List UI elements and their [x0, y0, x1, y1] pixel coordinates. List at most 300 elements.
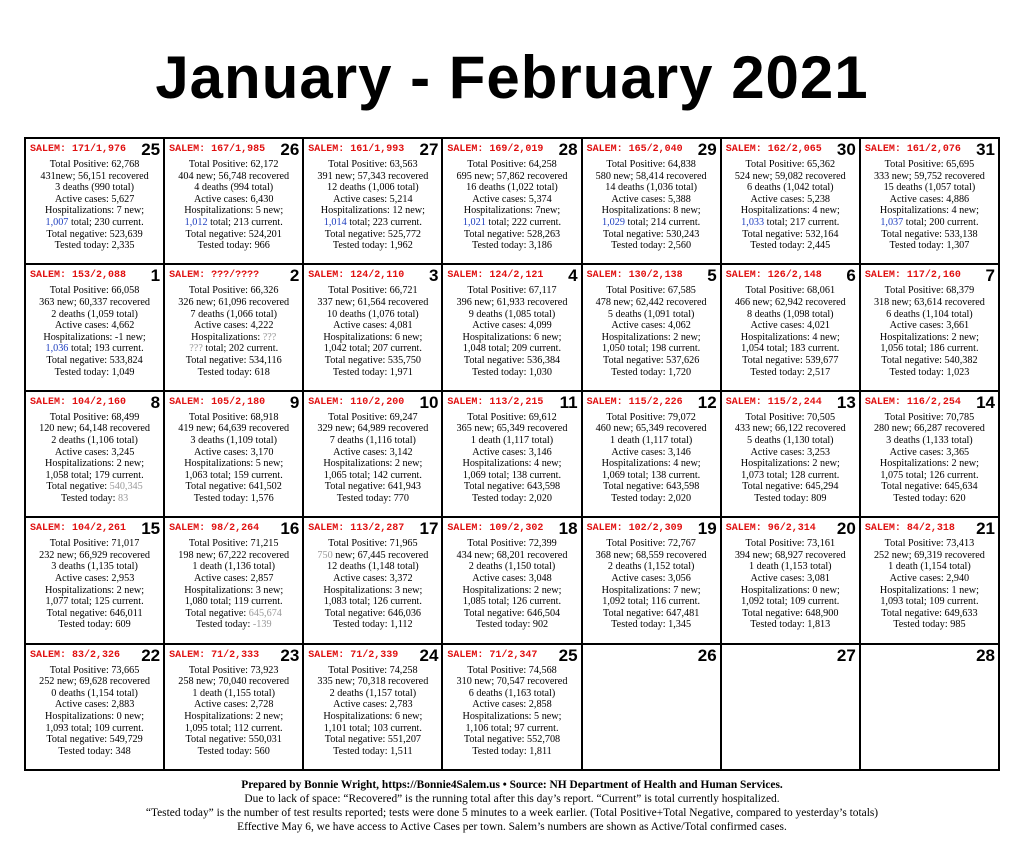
day-number: 31	[976, 140, 995, 159]
day-header	[304, 265, 441, 285]
stat-text: 1,036	[45, 343, 69, 355]
stat-text: Hospitalizations: 3 new;	[184, 584, 284, 596]
day-header	[304, 139, 441, 159]
stat-text: 478 new; 62,442 recovered	[595, 296, 707, 308]
stat-line	[861, 493, 998, 505]
stat-text: 1,056 total; 186 current.	[880, 343, 979, 355]
stat-text: 318 new; 63,614 recovered	[873, 296, 985, 308]
stat-text: 1 death (1,154 total)	[888, 561, 971, 573]
stat-text: 1,092 total; 116 current.	[602, 596, 701, 608]
stat-line	[165, 229, 302, 241]
stat-text: 252 new; 69,628 recovered	[39, 676, 151, 688]
stat-line	[583, 481, 720, 493]
stat-line	[443, 355, 580, 367]
day-number: 24	[419, 645, 439, 665]
day-header	[165, 265, 302, 285]
day-number: 3	[428, 266, 439, 286]
stat-text: 5 deaths (1,130 total)	[746, 434, 834, 446]
calendar-day-cell	[861, 265, 1000, 391]
day-header	[26, 139, 163, 159]
stat-line	[304, 608, 441, 620]
calendar-day-cell	[26, 645, 165, 771]
stat-line	[165, 217, 302, 229]
stat-line	[443, 435, 580, 447]
stat-line	[165, 182, 302, 194]
stat-line	[861, 458, 998, 470]
stat-line	[583, 320, 720, 332]
stat-line	[861, 561, 998, 573]
stat-line	[443, 676, 580, 688]
day-header	[861, 518, 998, 538]
day-number: 2	[289, 266, 300, 286]
stat-text: -139	[252, 619, 272, 631]
stat-text: 1,095 total; 112 current.	[184, 722, 283, 734]
stat-text: Total negative: 533,824	[46, 354, 143, 366]
stat-text: total; 223 current.	[346, 216, 422, 228]
stat-line	[26, 229, 163, 241]
stat-text: Active cases: 6,430	[193, 193, 274, 205]
stat-line	[443, 585, 580, 597]
stat-text: 1,048 total; 209 current.	[462, 343, 562, 355]
stat-line	[722, 412, 859, 424]
day-number: 8	[150, 392, 161, 412]
stat-text: Tested today: 1,576	[193, 492, 274, 504]
stat-line	[583, 285, 720, 297]
stat-text: Total negative: 523,639	[46, 228, 143, 240]
stat-text: 1 death (1,136 total)	[192, 561, 276, 573]
stat-line	[165, 355, 302, 367]
stat-text: Total negative: 536,384	[463, 354, 561, 366]
stat-text: 1,065 total; 142 current.	[323, 469, 422, 481]
stat-line	[583, 412, 720, 424]
day-stats	[722, 412, 859, 505]
day-stats	[165, 538, 302, 631]
calendar-day-cell	[722, 645, 861, 771]
calendar-day-cell	[165, 139, 304, 265]
stat-line	[26, 343, 163, 355]
stat-text: 1,075 total; 126 current.	[880, 469, 979, 481]
day-stats	[861, 159, 998, 252]
stat-line	[165, 596, 302, 608]
stat-text: 120 new; 64,148 recovered	[39, 423, 151, 435]
stat-text: 326 new; 61,096 recovered	[178, 296, 290, 308]
stat-line	[722, 194, 859, 206]
stat-line	[304, 217, 441, 229]
day-number: 19	[697, 519, 717, 539]
stat-text: 1,080 total; 119 current.	[184, 596, 283, 608]
day-stats	[443, 285, 580, 378]
stat-text: Tested today: 3,186	[472, 240, 552, 252]
day-stats	[443, 412, 580, 505]
day-number: 7	[985, 266, 995, 286]
stat-line	[861, 194, 998, 206]
stat-line	[26, 573, 163, 585]
stat-line	[443, 734, 580, 746]
stat-text: Hospitalizations: 2 new;	[45, 458, 145, 470]
stat-line	[304, 538, 441, 550]
stat-text: Total Positive: 72,399	[467, 538, 557, 550]
stat-text: Active cases: 4,062	[611, 320, 691, 332]
stat-line	[443, 182, 580, 194]
stat-line	[861, 470, 998, 482]
stat-text: Tested today: 560	[197, 745, 270, 757]
day-number: 26	[697, 645, 717, 665]
day-number: 25	[558, 645, 578, 665]
stat-text: Active cases: 2,728	[193, 699, 274, 711]
stat-line	[26, 412, 163, 424]
salem-cases: SALEM: 84/2,318	[864, 523, 955, 535]
stat-text: 1,069 total; 138 current.	[462, 469, 562, 481]
calendar-day-cell	[722, 139, 861, 265]
day-stats	[165, 159, 302, 252]
stat-text: Total Positive: 71,215	[188, 538, 279, 550]
stat-line	[26, 688, 163, 700]
stat-text: 333 new; 59,752 recovered	[873, 170, 985, 182]
stat-line	[26, 561, 163, 573]
day-number: 14	[976, 392, 995, 412]
stat-text: Hospitalizations: -1 new;	[43, 331, 146, 343]
stat-text: Total negative: 646,036	[324, 607, 422, 619]
stat-line	[26, 297, 163, 309]
stat-text: Active cases: 3,365	[889, 446, 970, 458]
stat-line	[26, 550, 163, 562]
stat-line	[26, 734, 163, 746]
stat-line	[861, 332, 998, 344]
footer-note-recovered: Due to lack of space: “Recovered” is the running total after this day’s report. “Current” is total currently hospitalized.	[244, 793, 780, 805]
stat-line	[165, 493, 302, 505]
stat-line	[443, 711, 580, 723]
stat-text: 1,092 total; 109 current.	[741, 596, 840, 608]
stat-line	[443, 447, 580, 459]
day-stats	[443, 538, 580, 631]
stat-text: Hospitalizations: 1 new;	[879, 584, 979, 596]
stat-text: 1,069 total; 138 current.	[602, 469, 701, 481]
stat-line	[861, 447, 998, 459]
stat-line	[443, 229, 580, 241]
stat-text: Active cases: 3,245	[54, 446, 135, 458]
salem-cases: SALEM: 105/2,180	[169, 396, 266, 408]
stat-text: Total Positive: 69,247	[328, 411, 418, 423]
stat-line	[861, 343, 998, 355]
stat-text: Active cases: 4,021	[750, 320, 831, 332]
stat-line	[443, 320, 580, 332]
stat-line	[861, 619, 998, 631]
day-stats	[722, 285, 859, 378]
day-number: 5	[707, 266, 717, 286]
day-header	[861, 392, 998, 412]
stat-text: 368 new; 68,559 recovered	[595, 549, 707, 561]
stat-line	[861, 171, 998, 183]
stat-text: Hospitalizations: 6 new;	[462, 331, 562, 343]
stat-line	[26, 723, 163, 735]
stat-text: 750	[317, 549, 333, 561]
day-number: 21	[976, 519, 995, 539]
stat-text: ???	[262, 331, 277, 343]
stat-text: 363 new; 60,337 recovered	[39, 296, 151, 308]
stat-text: 12 deaths (1,148 total)	[327, 561, 419, 573]
stat-text: Total negative: 643,598	[463, 481, 561, 493]
day-number: 27	[419, 140, 439, 159]
stat-text: Total Positive: 67,585	[606, 285, 696, 297]
calendar-day-cell	[443, 139, 582, 265]
stat-text: 5 deaths (1,091 total)	[607, 308, 695, 320]
stat-text: Hospitalizations: 4 new;	[462, 458, 562, 470]
day-stats	[861, 538, 998, 631]
stat-line	[304, 619, 441, 631]
stat-line	[722, 332, 859, 344]
day-stats	[26, 538, 163, 631]
stat-text: Total Positive: 65,695	[884, 159, 975, 170]
stat-line	[861, 585, 998, 597]
stat-line	[304, 159, 441, 171]
stat-line	[443, 688, 580, 700]
stat-text: 1,085 total; 126 current.	[462, 596, 562, 608]
day-number: 17	[419, 519, 439, 539]
salem-cases: SALEM: 113/2,287	[308, 523, 405, 535]
day-stats	[861, 412, 998, 505]
stat-text: 329 new; 64,989 recovered	[317, 423, 429, 435]
stat-text: total; 200 current.	[903, 216, 979, 228]
calendar-day-cell	[304, 392, 443, 518]
stat-line	[165, 309, 302, 321]
stat-line	[443, 285, 580, 297]
stat-line	[583, 470, 720, 482]
stat-text: Tested today: 2,020	[472, 492, 552, 504]
stat-text: 280 new; 66,287 recovered	[873, 423, 985, 435]
stat-line	[165, 481, 302, 493]
stat-text: Hospitalizations: 2 new;	[184, 710, 284, 722]
stat-text: 419 new; 64,639 recovered	[178, 423, 290, 435]
stat-text: 4 deaths (994 total)	[194, 182, 274, 194]
stat-text: Total negative: 549,729	[46, 734, 143, 746]
stat-text: Active cases: 2,883	[54, 699, 135, 711]
stat-text: total; 193 current.	[68, 343, 144, 355]
stat-line	[443, 596, 580, 608]
stat-text: 1 death (1,155 total)	[192, 687, 276, 699]
stat-line	[165, 435, 302, 447]
stat-text: Tested today: 2,560	[611, 240, 692, 252]
stat-text: Total Positive: 62,172	[188, 159, 279, 170]
salem-cases: SALEM: ???/????	[169, 270, 260, 282]
stat-line	[443, 367, 580, 379]
stat-text: Active cases: 2,953	[54, 572, 135, 584]
stat-line	[304, 470, 441, 482]
stat-line	[583, 423, 720, 435]
stat-line	[304, 711, 441, 723]
stat-line	[722, 182, 859, 194]
stat-line	[26, 285, 163, 297]
stat-text: Total negative: 551,207	[324, 734, 422, 746]
calendar-day-cell	[443, 645, 582, 771]
day-stats	[722, 538, 859, 631]
stat-text: 1 death (1,117 total)	[470, 434, 554, 446]
stat-text: Hospitalizations: 7 new;	[45, 205, 145, 217]
day-header	[583, 518, 720, 538]
stat-line	[861, 550, 998, 562]
stat-line	[304, 550, 441, 562]
stat-text: Hospitalizations: 5 new;	[462, 710, 562, 722]
stat-text: 9 deaths (1,085 total)	[468, 308, 556, 320]
stat-text: total; 202 current.	[202, 343, 279, 355]
stat-line	[304, 355, 441, 367]
stat-line	[304, 481, 441, 493]
stat-text: Tested today: 348	[58, 745, 131, 757]
stat-text: Total Positive: 66,326	[188, 285, 279, 297]
stat-line	[304, 320, 441, 332]
stat-text: Total Positive: 62,768	[49, 159, 140, 170]
stat-text: Total Positive: 79,072	[606, 411, 696, 423]
stat-text: Tested today: 1,030	[472, 366, 552, 378]
day-header	[26, 265, 163, 285]
stat-text: Active cases: 3,146	[472, 446, 552, 458]
stat-text: Active cases: 3,661	[889, 320, 970, 332]
stat-line	[861, 538, 998, 550]
stat-line	[443, 423, 580, 435]
stat-line	[443, 608, 580, 620]
day-header	[443, 518, 580, 538]
stat-text: Tested today: 2,020	[611, 492, 692, 504]
day-number: 28	[976, 645, 995, 665]
stat-line	[722, 550, 859, 562]
stat-line	[26, 367, 163, 379]
stat-text: Active cases: 4,662	[54, 320, 135, 332]
stat-line	[722, 585, 859, 597]
stat-line	[26, 470, 163, 482]
stat-line	[722, 217, 859, 229]
stat-text: 365 new; 65,349 recovered	[456, 423, 568, 435]
stat-text: 2 deaths (1,106 total)	[51, 434, 138, 446]
salem-cases: SALEM: 161/2,076	[864, 144, 961, 155]
stat-text: Hospitalizations: 2 new;	[462, 584, 562, 596]
stat-text: 15 deaths (1,057 total)	[883, 182, 976, 194]
stat-line	[26, 217, 163, 229]
stat-line	[443, 699, 580, 711]
stat-line	[26, 481, 163, 493]
stat-text: 3 deaths (990 total)	[55, 182, 135, 194]
stat-text: Tested today: 2,517	[750, 366, 831, 378]
stat-line	[861, 217, 998, 229]
stat-line	[861, 320, 998, 332]
stat-line	[26, 596, 163, 608]
stat-line	[861, 229, 998, 241]
stat-text: Hospitalizations: 0 new;	[740, 584, 840, 596]
stat-text: Total Positive: 68,918	[188, 411, 279, 423]
stat-text: Active cases: 2,940	[889, 572, 970, 584]
salem-cases: SALEM: 117/2,160	[864, 270, 961, 282]
stat-line	[304, 435, 441, 447]
stat-line	[861, 412, 998, 424]
stat-text: Total negative: 550,031	[185, 734, 282, 746]
stat-line	[26, 355, 163, 367]
stat-text: 3 deaths (1,109 total)	[190, 434, 277, 446]
stat-text: Total negative: 646,011	[46, 607, 143, 619]
stat-line	[443, 343, 580, 355]
stat-line	[304, 734, 441, 746]
salem-cases: SALEM: 165/2,040	[586, 144, 683, 155]
day-header	[304, 645, 441, 665]
stat-line	[722, 435, 859, 447]
stat-text: Active cases: 3,253	[750, 446, 831, 458]
stat-text: Active cases: 3,146	[611, 446, 691, 458]
calendar-day-cell	[583, 518, 722, 644]
stat-line	[722, 240, 859, 252]
day-number: 11	[559, 392, 578, 412]
stat-line	[583, 538, 720, 550]
stat-line	[26, 171, 163, 183]
stat-line	[304, 229, 441, 241]
day-header	[165, 518, 302, 538]
stat-text: 1,050 total; 198 current.	[602, 343, 701, 355]
salem-cases: SALEM: 171/1,976	[30, 144, 127, 155]
stat-line	[165, 332, 302, 344]
stat-line	[722, 320, 859, 332]
day-stats	[861, 285, 998, 378]
stat-line	[304, 723, 441, 735]
stat-line	[861, 596, 998, 608]
day-number: 30	[836, 140, 856, 159]
day-stats	[26, 285, 163, 378]
stat-text: Total negative: 540,382	[881, 354, 978, 366]
stat-text: total; 217 current.	[764, 216, 840, 228]
stat-line	[26, 309, 163, 321]
stat-text: 1,093 total; 109 current.	[880, 596, 979, 608]
stat-text: 198 new; 67,222 recovered	[178, 549, 290, 561]
stat-line	[583, 355, 720, 367]
salem-cases: SALEM: 124/2,121	[447, 270, 544, 282]
stat-text: 12 deaths (1,006 total)	[327, 182, 419, 194]
stat-text: Tested today:	[195, 619, 253, 631]
stat-line	[304, 688, 441, 700]
stat-text: 396 new; 61,933 recovered	[456, 296, 568, 308]
stat-line	[583, 182, 720, 194]
salem-cases: SALEM: 83/2,326	[30, 649, 121, 661]
day-header	[26, 518, 163, 538]
stat-text: Hospitalizations: 12 new;	[320, 205, 425, 217]
day-stats	[443, 159, 580, 252]
stat-text: Total Positive: 73,161	[745, 538, 836, 550]
stat-text: 337 new; 61,564 recovered	[317, 296, 429, 308]
day-number: 22	[141, 645, 161, 665]
stat-text: Active cases: 2,858	[472, 699, 552, 711]
calendar-day-cell	[165, 645, 304, 771]
stat-text: Total negative: 645,294	[742, 481, 839, 493]
stat-line	[165, 538, 302, 550]
stat-text: Total negative: 641,943	[324, 481, 422, 493]
salem-cases: SALEM: 113/2,215	[447, 396, 544, 408]
stat-line	[861, 435, 998, 447]
stat-line	[722, 608, 859, 620]
stat-text: Tested today: 1,962	[332, 240, 413, 252]
stat-line	[304, 676, 441, 688]
stat-line	[26, 619, 163, 631]
stat-line	[443, 194, 580, 206]
stat-text: Total negative: 537,626	[602, 354, 700, 366]
stat-text: 2 deaths (1,059 total)	[51, 308, 138, 320]
stat-text: 1,083 total; 126 current.	[323, 596, 422, 608]
salem-cases: SALEM: 96/2,314	[725, 523, 816, 535]
stat-line	[861, 309, 998, 321]
stat-text: Total Positive: 66,058	[49, 285, 140, 297]
day-stats	[304, 412, 441, 505]
stat-text: Hospitalizations: 7new;	[463, 205, 561, 217]
stat-text: Hospitalizations: 4 new;	[740, 205, 840, 217]
salem-cases: SALEM: 126/2,148	[725, 270, 822, 282]
stat-text: Active cases: 4,081	[333, 320, 413, 332]
day-number: 27	[836, 645, 856, 665]
stat-text: ???	[189, 343, 203, 355]
stat-text: Hospitalizations:	[191, 331, 263, 343]
day-stats	[26, 412, 163, 505]
